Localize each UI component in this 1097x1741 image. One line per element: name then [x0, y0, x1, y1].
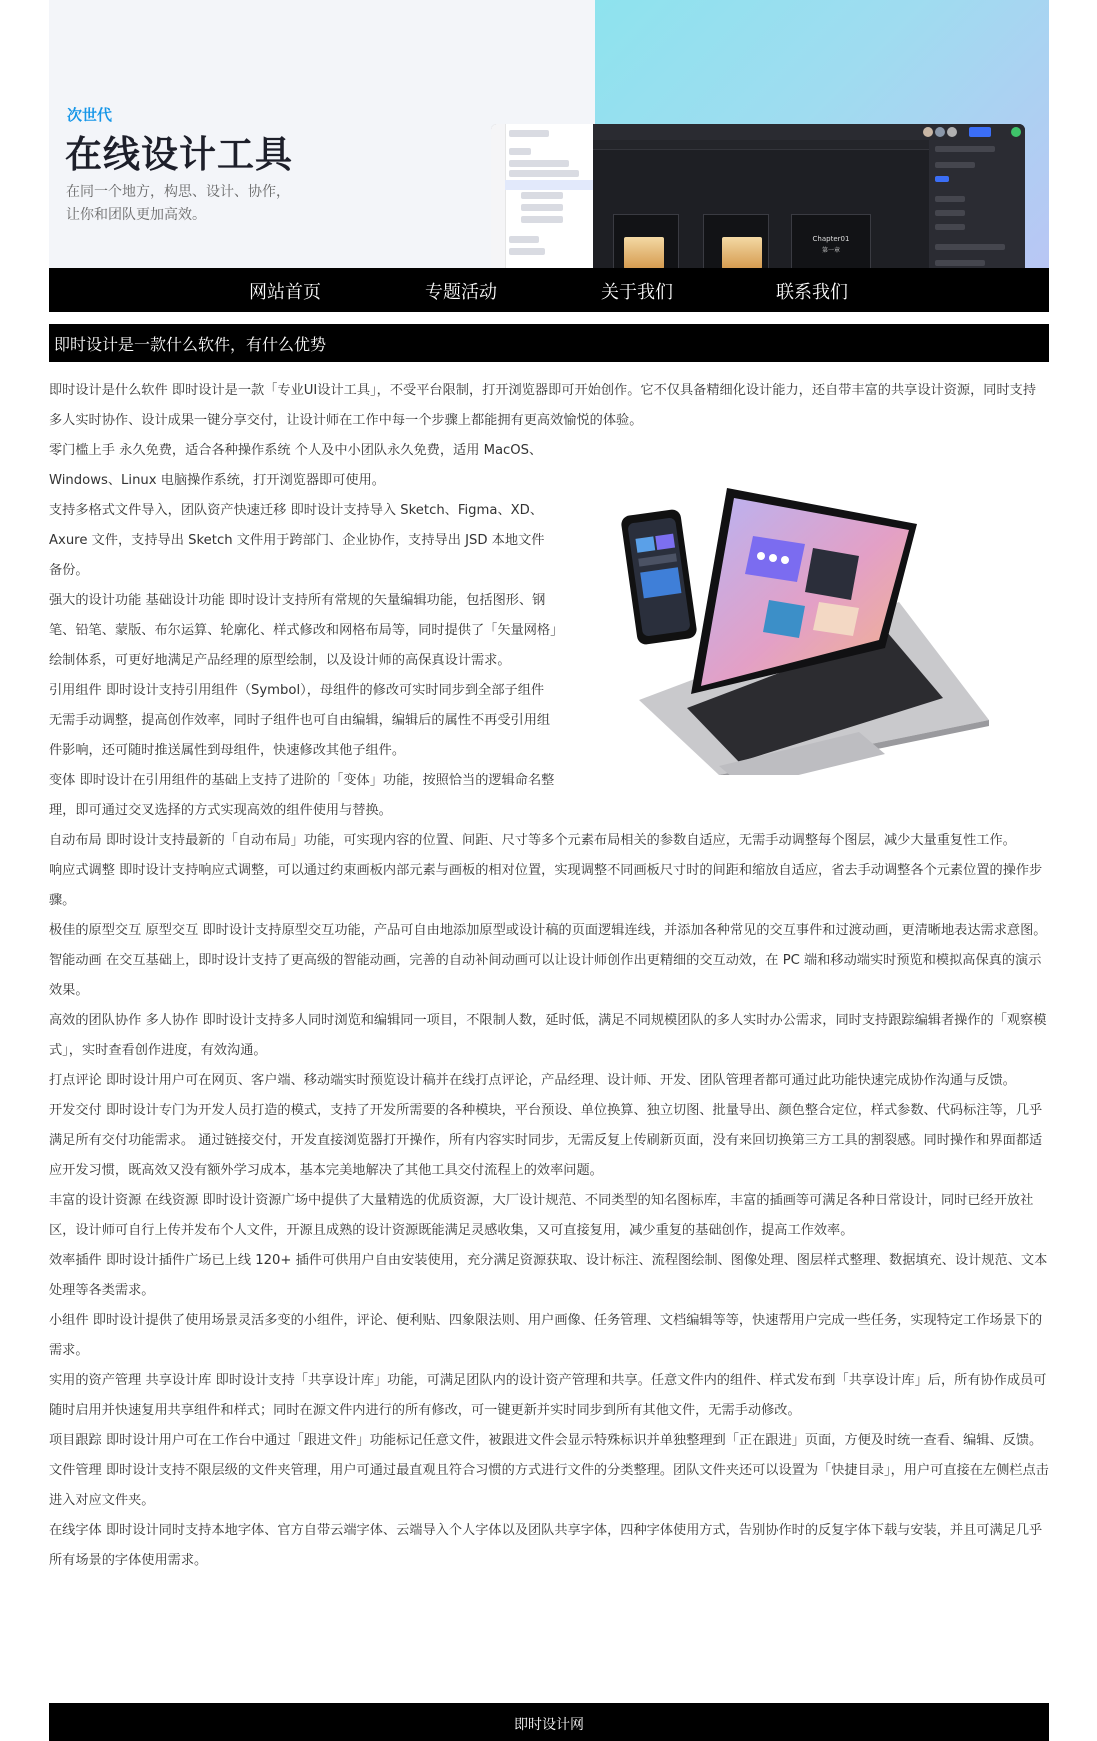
- hero-banner: [49, 0, 1049, 268]
- hero-subtitle-line2: 让你和团队更加高效。: [66, 207, 206, 223]
- article-paragraph: 极佳的原型交互 原型交互 即时设计支持原型交互功能，产品可自由地添加原型或设计稿的页面逻辑连线，并添加各种常见的交互事件和过渡动画，更清晰地表达需求意图。: [49, 923, 1047, 938]
- article-paragraph: 智能动画 在交互基础上，即时设计支持了更高级的智能动画，完善的自动补间动画可以让设计师创作出更精细的交互动效，在 PC 端和移动端实时预览和模拟高保真的演示效果。: [49, 953, 1042, 998]
- mockup-layers-panel: [491, 124, 593, 268]
- laptop-phone-image: [569, 470, 1049, 775]
- article-paragraph: 项目跟踪 即时设计用户可在工作台中通过「跟进文件」功能标记任意文件，被跟进文件会显示特殊标识并单独整理到「正在跟进」页面，方便及时统一查看、编辑、反馈。: [49, 1433, 1043, 1448]
- article-paragraph: 响应式调整 即时设计支持响应式调整，可以通过约束画板内部元素与画板的相对位置，实现调整不同画板尺寸时的间距和缩放自适应，省去手动调整各个元素位置的操作步骤。: [49, 863, 1043, 908]
- article-heading: 即时设计是一款什么软件，有什么优势: [54, 335, 327, 354]
- article-paragraph: 即时设计是什么软件 即时设计是一款「专业UI设计工具」，不受平台限制，打开浏览器即可开始创作。它不仅具备精细化设计能力，还自带丰富的共享设计资源，同时支持多人实时协作、设计成果一键分享交付，让设计师在工作中每一个步骤上都能拥有更高效愉悦的体验。: [49, 383, 1037, 428]
- article-paragraph: 自动布局 即时设计支持最新的「自动布局」功能，可实现内容的位置、间距、尺寸等多个元素布局相关的参数自适应，无需手动调整每个图层，减少大量重复性工作。: [49, 833, 1016, 848]
- hero-subtitle: [66, 181, 290, 227]
- nav-item-home[interactable]: 网站首页: [249, 282, 321, 303]
- footer-label[interactable]: 即时设计网: [514, 1717, 584, 1733]
- mockup-properties-panel: [929, 140, 1025, 268]
- article-paragraph: 实用的资产管理 共享设计库 即时设计支持「共享设计库」功能，可满足团队内的设计资产管理和共享。任意文件内的组件、样式发布到「共享设计库」后，所有协作成员可随时启用并快速复用共享组件和样式；同时在源文件内进行的所有修改，可一键更新并实时同步到所有其他文件，无需手动修改。: [49, 1373, 1047, 1418]
- editor-mockup-image: [491, 124, 1025, 268]
- nav-item-contact[interactable]: 联系我们: [776, 282, 848, 303]
- hero-kicker: 次世代: [67, 106, 113, 124]
- article-paragraph: 变体 即时设计在引用组件的基础上支持了进阶的「变体」功能，按照恰当的逻辑命名整理，即可通过交叉选择的方式实现高效的组件使用与替换。: [49, 773, 555, 818]
- article-paragraph: 开发交付 即时设计专门为开发人员打造的模式，支持了开发所需要的各种模块，平台预设、单位换算、独立切图、批量导出、颜色整合定位，样式参数、代码标注等，几乎满足所有交付功能需求。 通过链接交付，开发直接浏览器打开操作，所有内容实时同步，无需反复上传刷新页面，没有来回切换第三方工具的割裂感。同时操作和界面都适应开发习惯，既高效又没有额外学习成本，基本完美地解决了其他工具交付流程上的效率问题。: [49, 1103, 1043, 1178]
- article-paragraph: 零门槛上手 永久免费，适合各种操作系统 个人及中小团队永久免费，适用 MacOS、Windows、Linux 电脑操作系统，打开浏览器即可使用。: [49, 443, 543, 488]
- article-paragraph: 丰富的设计资源 在线资源 即时设计资源广场中提供了大量精选的优质资源，大厂设计规范、不同类型的知名图标库，丰富的插画等可满足各种日常设计，同时已经开放社区，设计师可自行上传并发布个人文件，开源且成熟的设计资源既能满足灵感收集，又可直接复用，减少重复的基础创作，提高工作效率。: [49, 1193, 1034, 1238]
- article-body: [49, 376, 1049, 1576]
- hero-subtitle-line1: 在同一个地方，构思、设计、协作，: [66, 184, 290, 200]
- article-paragraph: 支持多格式文件导入，团队资产快速迁移 即时设计支持导入 Sketch、Figma、XD、Axure 文件，支持导出 Sketch 文件用于跨部门、企业协作，支持导出 JSD 本地文件备份。: [49, 503, 545, 578]
- article-paragraph: 在线字体 即时设计同时支持本地字体、官方自带云端字体、云端导入个人字体以及团队共享字体，四种字体使用方式，告别协作时的反复字体下载与安装，并且可满足几乎所有场景的字体使用需求。: [49, 1523, 1043, 1568]
- hero-title: 在线设计工具: [65, 133, 293, 176]
- mockup-chapter-label: Chapter01: [812, 235, 850, 243]
- article-paragraph: 文件管理 即时设计支持不限层级的文件夹管理，用户可通过最直观且符合习惯的方式进行文件的分类整理。团队文件夹还可以设置为「快捷目录」，用户可直接在左侧栏点击进入对应文件夹。: [49, 1463, 1049, 1508]
- article-paragraph: 强大的设计功能 基础设计功能 即时设计支持所有常规的矢量编辑功能，包括图形、钢笔、铅笔、蒙版、布尔运算、轮廓化、样式修改和网格布局等，同时提供了「矢量网格」绘制体系，可更好地满足产品经理的原型绘制，以及设计师的高保真设计需求。: [49, 593, 557, 668]
- mockup-artboard: [703, 214, 769, 268]
- mockup-ruler: [593, 140, 929, 150]
- main-nav: [49, 268, 1049, 312]
- article-heading-bar: [49, 324, 1049, 362]
- nav-item-events[interactable]: 专题活动: [425, 282, 497, 303]
- article-paragraph: 打点评论 即时设计用户可在网页、客户端、移动端实时预览设计稿并在线打点评论，产品经理、设计师、开发、团队管理者都可通过此功能快速完成协作沟通与反馈。: [49, 1073, 1016, 1088]
- nav-item-about[interactable]: 关于我们: [601, 282, 673, 303]
- article-paragraph: 高效的团队协作 多人协作 即时设计支持多人同时浏览和编辑同一项目，不限制人数，延时低，满足不同规模团队的多人实时办公需求，同时支持跟踪编辑者操作的「观察模式」，实时查看创作进度，有效沟通。: [49, 1013, 1047, 1058]
- mockup-chapter-sub: 第一章: [821, 247, 840, 254]
- article-paragraph: 引用组件 即时设计支持引用组件（Symbol），母组件的修改可实时同步到全部子组件无需手动调整，提高创作效率，同时子组件也可自由编辑，编辑后的属性不再受引用组件影响，还可随时推送属性到母组件，快速修改其他子组件。: [49, 683, 551, 758]
- mockup-artboard: [791, 214, 871, 268]
- footer-bar: [49, 1703, 1049, 1741]
- mockup-toolbar: [593, 124, 1025, 140]
- article-paragraph: 效率插件 即时设计插件广场已上线 120+ 插件可供用户自由安装使用，充分满足资源获取、设计标注、流程图绘制、图像处理、图层样式整理、数据填充、设计规范、文本处理等各类需求。: [49, 1253, 1048, 1298]
- article-paragraph: 小组件 即时设计提供了使用场景灵活多变的小组件，评论、便利贴、四象限法则、用户画像、任务管理、文档编辑等等，快速帮用户完成一些任务，实现特定工作场景下的需求。: [49, 1313, 1043, 1358]
- mockup-artboard: [613, 214, 679, 268]
